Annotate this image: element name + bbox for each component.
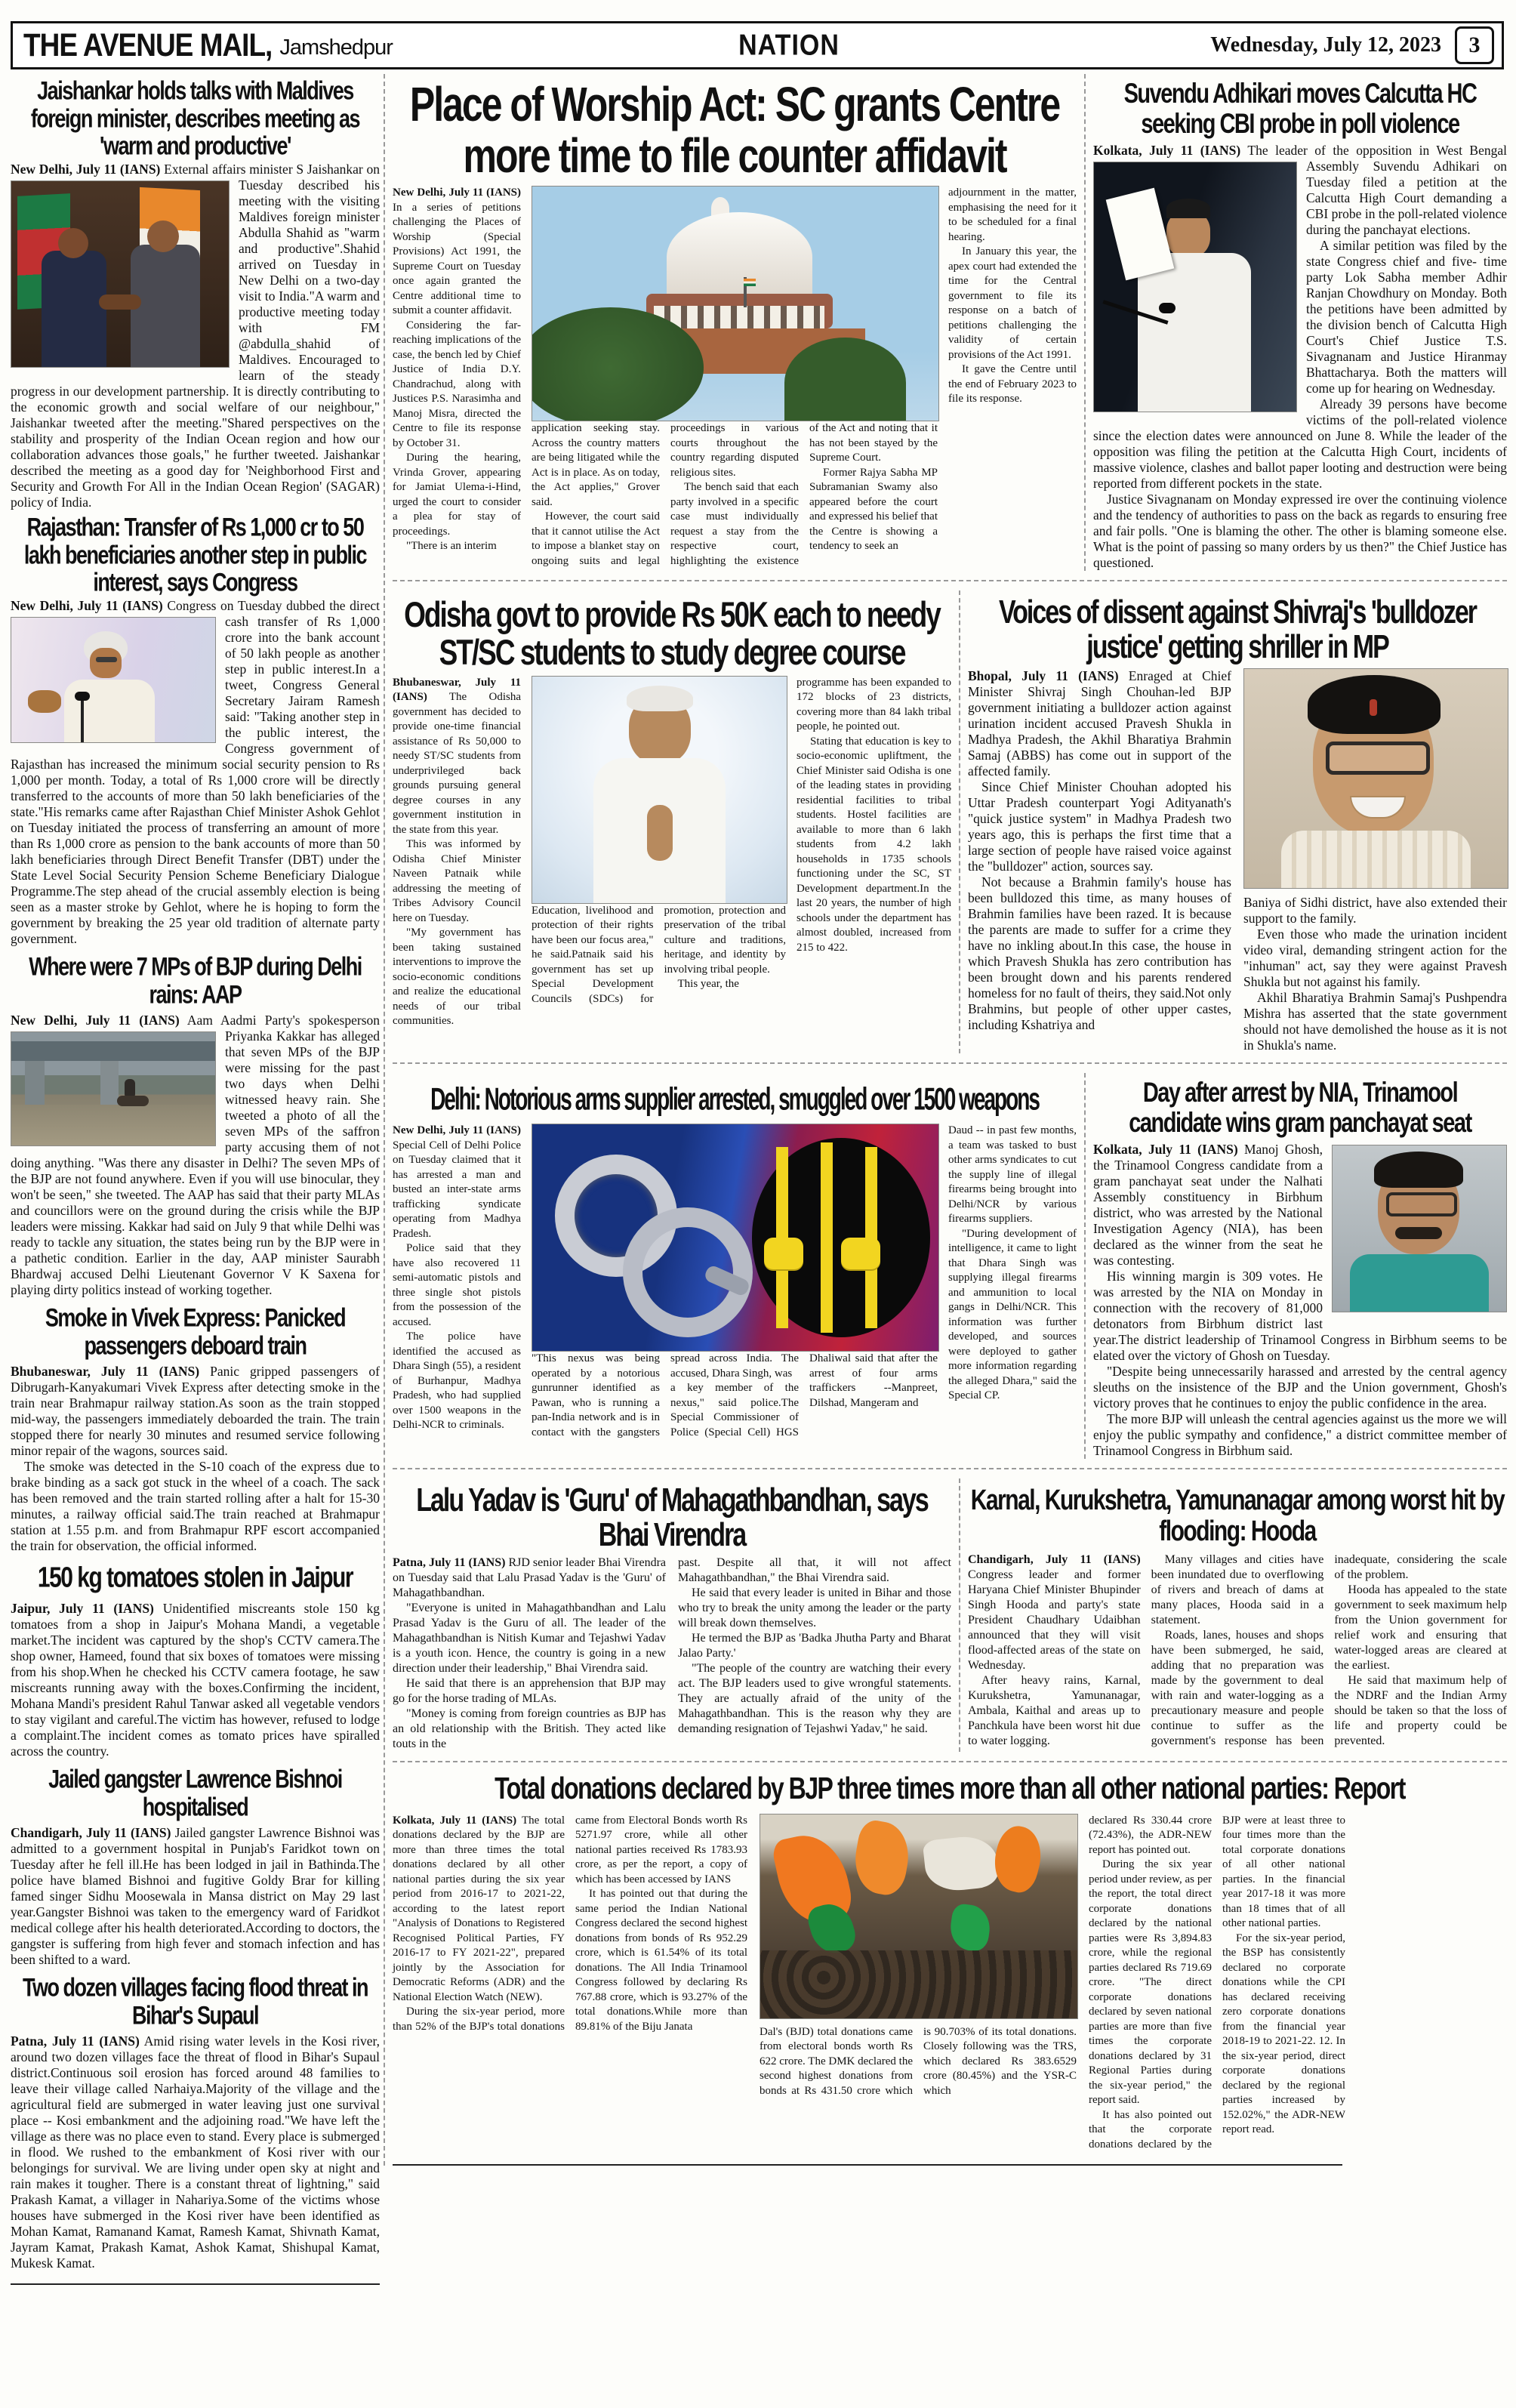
- dateline: New Delhi, July 11 (IANS): [393, 187, 521, 199]
- band-four: [393, 1478, 1507, 1752]
- paragraph: In January this year, the apex court had extended the time for the Central government to file its response on a batch of petitions challenging the validity of certain provisions of the Act 1991.: [948, 245, 1077, 361]
- odisha-col1: Bhubaneswar, July 11 (IANS) The Odisha government has decided to provide one-time financial assistance of Rs 50,000 to needy ST/SC students from underprivileged back grounds pursuing general degree courses in any government institution in the state from this year. This was informed by Odisha Chief Minister Naveen Patnaik while addressing the meeting of Tribes Advisory Council here on Tuesday. "My government has been taking sustained interventions to improve the socio-economic conditions and realize the educational needs of our tribal communities.: [393, 676, 521, 1029]
- body-vivek-p1: Bhubaneswar, July 11 (IANS) Panic gripped passengers of Dibrugarh-Kanyakumari Vivek Express after detecting smoke in the train near Brahmapur railway station.As soon as the train stopped mid-way, the passengers immediately deboarded the train. The train stopped there for nearly 30 minutes and resumed service following minor repair of the wagons, sources said.: [11, 1364, 380, 1459]
- article-seven-mps: [11, 951, 381, 1298]
- column-separator: [959, 1478, 960, 1752]
- body-suvendu-p3: Already 39 persons have become victims of the poll-related violence since the election dates were announced on June 8. While the leader of the opposition was filing the petition at the Calcutta High Court, incidents of massive violence, clashes and ballot paper looting and destruction were being reported from different pockets in the state.: [1093, 396, 1507, 492]
- green-flag-shape: [805, 1899, 859, 1959]
- motorbike-shape: [117, 1096, 149, 1106]
- jairam-ramesh-press-photo: [11, 617, 216, 743]
- paragraph: Since Chief Minister Chouhan adopted his Uttar Pradesh counterpart Yogi Adityanath's "quick justice system" in Madhya Pradesh two years ago, this is perhaps the first time that a large section of people have raised voice against the "bulldozer" action, sources say.: [968, 779, 1231, 874]
- manoj-ghosh-photo: [1332, 1145, 1507, 1312]
- moustache-shape: [1395, 1227, 1442, 1239]
- paragraph: Even those who made the urination incident video viral, demanding stringent action for the "inhuman" act, say they were against Pravesh Shukla but not against his family.: [1243, 926, 1507, 989]
- paragraph: The bench said that each party involved in a specific case must individually request a stay from the respective court, highlighting the existence of the Act and noting that it has not been stayed by the Supreme Court.: [670, 422, 938, 567]
- column-separator: [1084, 1073, 1086, 1459]
- white-shirt-shape: [1138, 253, 1251, 412]
- headline-odisha: Odisha govt to provide Rs 50K each to needy ST/SC students to study degree course: [404, 595, 940, 673]
- body-vivek-p2: The smoke was detected in the S-10 coach of the express due to brake binding as a sack got stuck in the wheel of a coach. The sack has been removed and the train started rolling after a halt for 15-30 minutes, a railway official said.The train reached at Brahmapur station at 1.55 p.m. and from Brahmapur RPF escort accompanied the train for observation, the official informed.: [11, 1459, 380, 1554]
- band-three: [393, 1073, 1507, 1459]
- dateline: Bhopal, July 11 (IANS): [968, 668, 1119, 683]
- odisha-col3: [797, 676, 951, 1029]
- supreme-court-photo: [532, 186, 939, 421]
- sc-col1: New Delhi, July 11 (IANS) In a series of petitions challenging the Places of Worship (Special Provisions) Act 1991, the Supreme Court on Tuesday once again granted the Centre additional time to submit a counter affidavit. Considering the far-reaching implications of the case, the bench led by Chief Justice of India D.Y. Chandrachud, along with Justices P.S. Narasimha and Manoj Misra, directed the Centre to file its response by October 31. During the hearing, Vrinda Grover, appearing for Jamiat Ulema-i-Hind, urged the court to consider a plea for stay of proceedings. "There is an interim: [393, 186, 521, 569]
- section-title: NATION: [738, 28, 840, 62]
- paragraph: During the six-year period, more than 52% of the BJP's total donations came from Electoral Bonds worth Rs 5271.97 crore, while all other national parties received Rs 1783.93 crore, as per the report, a copy of which has been accessed by IANS: [393, 1814, 747, 2033]
- body-tomatoes: Jaipur, July 11 (IANS) Unidentified miscreants stole 150 kg tomatoes from a shop in Jaipur's Mohana Mandi, a vegetable market.The incident was captured by the shop's CCTV camera.The shop owner, Hameed, found that six boxes of tomatoes were missing from his shop.When he checked his CCTV camera footage, he saw miscreants running away with the boxes.Confirming the incident, Mohana Mandi's president Rahul Tanwar asked all vegetable vendors to stay vigilant and careful.The victim has however, refused to lodge a complaint.The incident comes as tomato prices have spiralled across the country.: [11, 1600, 381, 1759]
- dateline: Bhubaneswar, July 11 (IANS): [393, 676, 521, 704]
- paragraph: The police have identified the accused as Dhara Singh (55), a resident of Burhanpur, Madhya Pradesh, who had supplied over 1500 weapons in the Delhi-NCR to criminals.: [393, 1330, 521, 1432]
- band-top: [393, 74, 1507, 571]
- lalu-body: [393, 1555, 951, 1752]
- crowd-shape: [760, 1950, 1077, 2018]
- figure-right-head: [147, 220, 179, 252]
- body-bishnoi: Chandigarh, July 11 (IANS) Jailed gangster Lawrence Bishnoi was admitted to a government hospital in Punjab's Faridkot town on Tuesday after he fell ill.He has been lodged in jail in Bathinda.The police have blamed Bishnoi and fugitive Goldy Brar for killing famed singer Sidhu Moosewala in Mansa district on May 29 last year.Gangster Bishnoi was taken to the emergency ward of Faridkot medical college after his health deteriorated.According to doctors, the gangster is suffering from high fever and stomach infection and has been shifted to a ward.: [11, 1825, 380, 1968]
- article-voices: [968, 590, 1507, 1053]
- bridge-pillar-shape: [25, 1061, 45, 1108]
- headline-nia: Day after arrest by NIA, Trinamool candidate wins gram panchayat seat: [1129, 1077, 1471, 1138]
- band-two: [393, 590, 1507, 1053]
- left-column-end-rule: [11, 2283, 380, 2285]
- lalu-col2: [678, 1555, 951, 1752]
- dateline: New Delhi, July 11 (IANS): [11, 161, 161, 177]
- paragraph: Considering the far-reaching implications of the case, the bench led by Chief Justice of India D.Y. Chandrachud, along with Justices P.S. Narasimha and Manoj Misra, directed the Centre to file its response by October 31.: [393, 319, 521, 449]
- paragraph: Not because a Brahmin family's house has been bulldozed this time, as many houses of Brahmin families have been razed. It is because the parents are made to suffer for a crime they have no inkling about.In this case, the house in which Pravesh Shukla has zero contribution has been brought down and his parents rendered homeless for no fault of theirs, they said.Not only Brahmins, but people of other upper castes, including Kshatriya and: [968, 874, 1231, 1032]
- paper-city: Jamshedpur: [279, 35, 393, 60]
- article-suvendu: [1093, 74, 1507, 571]
- microphone-stand-shape: [81, 699, 84, 742]
- hooda-body: Chandigarh, July 11 (IANS) Congress leader and former Haryana Chief Minister Bhupinder Singh Hooda and party's state President Chaudhary Udaibhan announced that they will visit flood-affected areas of the state on Wednesday. After heavy rains, Karnal, Kurukshetra, Yamunanagar, Ambala, Kaithal and areas up to Panchkula have been worst hit due to water logging. Many villages and cities have been inundated due to overflowing of rivers and breach of dams at many places, Hooda said in a statement. Roads, lanes, houses and shops have been submerged, he said, adding that no preparation was made by the government to deal with rain and water-logging as a precautionary measure and people continue to suffer as the government's response has been inadequate, considering the scale of the problem. Hooda has appealed to the state government to seek maximum help from the Union government for relief work and ensuring that water-logged areas are cleared at the earliest. He said that maximum help of the NDRF and the Indian Army should be taken so that the loss of life and property could be prevented.: [968, 1552, 1507, 1747]
- kurta-shape: [1281, 831, 1471, 888]
- paragraph: "Everyone is united in Mahagathbandhan and Lalu Prasad Yadav is the Guru of all. The leader of the Mahagathbandhan is Nitish Kumar and Tejashwi Yadav is a youth icon. Hence, the country is going in a new direction under their leadership," Bhai Virendra said.: [393, 1602, 666, 1676]
- body-jaishankar: New Delhi, July 11 (IANS) External affairs minister S Jaishankar on Tuesday described his meeting with the visiting Maldives foreign minister Abdulla Shahid as "warm and productive".Shahid arrived on Tuesday in New Delhi on a two-day visit to India."A warm and productive meeting today with FM @abdulla_shahid of Maldives. Encouraged to learn of the steady progress in our development partnership. It is directly contributing to the economic growth and social welfare of our neighbour," Jaishankar tweeted after the meeting."Shared perspectives on the stability and prosperity of the Indian Ocean region and how our collaboration advances those goals," he further tweeted. Jaishankar described the meeting as a good day for 'Neighborhood First and Security and Growth For All in the Indian Ocean Region' (SAGAR) policy of India.: [11, 161, 380, 510]
- folded-hands-shape: [647, 805, 673, 861]
- donations-mid: [760, 1814, 1077, 2153]
- dome-shape: [667, 212, 813, 303]
- paragraph: Stating that education is key to socio-economic upliftment, the Chief Minister said Odisha is one of the leading states in providing residential facilities to tribal students. Hostel facilities are available to more than 6 lakh students from 4.2 lakh households in 1735 schools functioning under the SC, ST Development department.In the last 20 years, the number of high schools under the department has almost doubled, increased from 215 to 422.: [797, 735, 951, 954]
- sc-col5: [948, 186, 1077, 569]
- donations-left-columns: Kolkata, July 11 (IANS) The total donations declared by the BJP are more than three times the total donations declared by all other national parties during the six year period from 2016-17 to 2021-22, according to the latest report "Analysis of Donations to Registered Recognised Political Parties, FY 2016-17 to FY 2021-22", prepared jointly by the Association for Democratic Reforms (ADR) and the National Election Watch (NEW). During the six-year period, more than 52% of the BJP's total donations came from Electoral Bonds worth Rs 5271.97 crore, while all other national parties received Rs 1783.93 crore, as per the report, a copy of which has been accessed by IANS It has pointed out that during the same period the Indian National Congress declared the second highest donations from bonds of Rs 952.29 crore, which is 61.54% of its total donations. The All India Trinamool Congress followed by declaring Rs 767.88 crore, which is 93.27% of the total donations.While more than 89.81% of the Biju Janata: [393, 1814, 747, 2153]
- headline-seven-mps: Where were 7 MPs of BJP during Delhi rains: AAP: [29, 951, 362, 1009]
- arms-mid-columns: [532, 1352, 938, 1440]
- colonnade-shape: [654, 306, 824, 328]
- gripping-fist-shape: [841, 1238, 880, 1269]
- sc-mid: [532, 186, 938, 569]
- voices-body: [968, 668, 1507, 1053]
- white-hair-shape: [627, 686, 693, 711]
- arms-col1: New Delhi, July 11 (IANS) Special Cell of Delhi Police on Tuesday claimed that it has arrested a man and busted an inter-state arms trafficking syndicate operating from Madhya Pradesh. Police said that they have also recovered 11 semi-automatic pistols and three single shot pistols from the possession of the accused. The police have identified the accused as Dhara Singh (55), a resident of Burhanpur, Madhya Pradesh, who had supplied over 1500 weapons in the Delhi-NCR to criminals.: [393, 1124, 521, 1440]
- dateline: Kolkata, July 11 (IANS): [1093, 143, 1241, 159]
- odisha-mid-columns: [532, 904, 786, 1007]
- donations-mid-columns: [760, 2025, 1077, 2099]
- handshake-shape: [99, 294, 141, 310]
- paragraph: However, the court said that it cannot utilise the Act to impose a blanket stay on ongoing suits and legal proceedings in various courts throughout the country regarding disputed religious sites.: [532, 422, 799, 567]
- paragraph: programme has been expanded to 172 blocks of 23 districts, covering more than 84 lakh tribal people, he pointed out.: [797, 676, 951, 733]
- article-nia: [1093, 1073, 1507, 1459]
- microphone-shape: [75, 692, 90, 701]
- dateline: New Delhi, July 11 (IANS): [11, 597, 163, 613]
- donations-body: [393, 1814, 1507, 2153]
- article-odisha: [393, 590, 951, 1053]
- body-nia-p4: The more BJP will unleash the central agencies against us the more we will enjoy the public sympathy and confidence," a district committee member of Trinamool Congress in Birbhum said.: [1093, 1411, 1507, 1458]
- article-sc-act: [393, 74, 1077, 571]
- paragraph: "Money is coming from foreign countries as BJP has an old relationship with the British. They acted like touts in the: [393, 1707, 666, 1751]
- headline-arms: Delhi: Notorious arms supplier arrested, smuggled over 1500 weapons: [430, 1081, 1039, 1117]
- paragraph: It gave the Centre until the end of February 2023 to file its response.: [948, 363, 1077, 405]
- body-seven-mps: New Delhi, July 11 (IANS) Aam Aadmi Party's spokesperson Priyanka Kakkar has alleged that seven MPs of the BJP were missing for the past two days when Delhi witnessed heavy rain. She tweeted a photo of all the seven MPs of the saffron party accusing them of not doing anything. "Was there any disaster in Delhi? The seven MPs of the BJP are not found anywhere. Even if you will use binocular, they won't be seen," she tweeted. The AAP has said that their party MLAs and councillors were on the ground during the crisis while the BJP leaders were missing. Kakkar had said on July 9 that while Delhi was ready to tackle any situation, the states being run by the BJP were in a pathetic condition. Earlier in the day, AAP minister Saurabh Bhardwaj accused Delhi Lieutenant Governor V K Saxena for playing dirty politics instead of working together.: [11, 1012, 381, 1297]
- voices-col1: Bhopal, July 11 (IANS) Enraged at Chief Minister Shivraj Singh Chouhan-led BJP government initiating a bulldozer action against urination incident accused Pravesh Shukla in Madhya Pradesh, the Akhil Bharatiya Brahmin Samaj (ABBS) has come out in support of the affected family. Since Chief Minister Chouhan adopted his Uttar Pradesh counterpart Yogi Adityanath's "quick justice system" in Madhya Pradesh two years ago, this is perhaps the first time that a large section of people have raised voice against the "bulldozer" action, sources say. Not because a Brahmin family's house has been bulldozed this time, as many houses of Brahmin families have been razed. It is because the parents are made to suffer for a crime they have no inkling about.In this case, the house in which Pravesh Shukla has zero contribution has been brought down and his parents rendered homeless for no fault of theirs, they said.Not only Brahmins, but people of other upper castes, including Kshatriya and: [968, 668, 1232, 1032]
- white-banner-shape: [923, 1833, 1000, 1894]
- headline-donations: Total donations declared by BJP three times more than all other national parties: Report: [495, 1770, 1405, 1805]
- issue-date: Wednesday, July 12, 2023: [1210, 33, 1441, 57]
- paragraph: "This nexus was being operated by a notorious gunrunner identified as Pawan, who is running a pan-India network and is in contact with the gangsters spread across India. The accused, Dhara Singh, was: [532, 1352, 799, 1438]
- dateline: Bhubaneswar, July 11 (IANS): [11, 1364, 200, 1380]
- headline-vivek: Smoke in Vivek Express: Panicked passengers deboard train: [45, 1303, 346, 1360]
- dateline: Kolkata, July 11 (IANS): [1093, 1142, 1238, 1157]
- paragraph: "The people of the country are watching their every act. The BJP leaders used to give wrongful statements. They are actually afraid of the unity of the Mahagathbandhan. This is the reason why they are demanding resignation of Tejashwi Yadav," he said.: [678, 1662, 951, 1736]
- article-rajasthan: [11, 512, 381, 947]
- headline-voices: Voices of dissent against Shivraj's 'bulldozer justice' getting shriller in MP: [998, 594, 1477, 666]
- paragraph: declared Rs 330.44 crore (72.43%), the ADR-NEW report has pointed out.: [1089, 1814, 1212, 1856]
- paragraph: Baniya of Sidhi district, have also extended their support to the family.: [1243, 894, 1507, 926]
- bridge-pillar-shape: [100, 1061, 119, 1105]
- paragraph: Daud -- in past few months, a team was tasked to bust other arms syndicates to cut the supply line of illegal firearms being brought into Delhi/NCR by various firearms suppliers.: [948, 1124, 1077, 1226]
- article-donations: [393, 1770, 1507, 2152]
- odisha-mid: [532, 676, 786, 1029]
- green-flag-shape: [948, 1903, 993, 1953]
- masthead-left: [13, 26, 507, 63]
- paragraph: "There is an interim: [406, 540, 497, 552]
- tree-shape: [784, 338, 906, 421]
- gesturing-hand-shape: [28, 690, 61, 713]
- article-lalu: [393, 1478, 951, 1752]
- headline-sc-act: Place of Worship Act: SC grants Centre more time to file counter affidavit: [409, 77, 1060, 183]
- paragraph: After heavy rains, Karnal, Kurukshetra, Yamunanagar, Ambala, Kaithal and areas up to Panchkula have been worst hit due to water logging.: [968, 1673, 1141, 1747]
- page-number: 3: [1455, 26, 1494, 64]
- paragraph: Many villages and cities have been inundated due to overflowing of rivers and breach of dams at many places, Hooda said in a statement.: [1151, 1552, 1324, 1626]
- masthead-right: [1071, 26, 1502, 64]
- shivraj-chouhan-photo: [1243, 668, 1508, 889]
- headline-rajasthan: Rajasthan: Transfer of Rs 1,000 cr to 50 lakh beneficiaries another step in public interest, says Congress: [23, 512, 367, 597]
- dateline: New Delhi, July 11 (IANS): [393, 1124, 521, 1137]
- dateline: Chandigarh, July 11 (IANS): [968, 1552, 1141, 1566]
- spectacles-shape: [1386, 1192, 1457, 1216]
- paragraph: adjournment in the matter, emphasising the need for it to be scheduled for a final hearing.: [948, 187, 1077, 243]
- band-separator: [393, 1761, 1507, 1762]
- paragraph: Roads, lanes, houses and shops have been submerged, he said, adding that no preparation was made by the government to deal with rain and water-logging as a precautionary measure and people continue to suffer as the government's response has been inadequate, considering the scale of the problem.: [1151, 1552, 1507, 1747]
- paragraph: Police said that they have also recovered 11 semi-automatic pistols and three single shot pistols from the possession of the accused.: [393, 1242, 521, 1328]
- headline-bishnoi: Jailed gangster Lawrence Bishnoi hospitalised: [48, 1764, 342, 1821]
- headline-supaul: Two dozen villages facing flood threat in Bihar's Supaul: [22, 1972, 368, 2030]
- body-supaul: Patna, July 11 (IANS) Amid rising water levels in the Kosi river, around two dozen villages face the threat of flood in Bihar's Supaul district.Continuous soil erosion has forced around 48 families to leave their village called Narhaiya.Majority of the village and the agricultural field are submerged in water leaving just one survival place -- Kosi embankment and the adjoining road."We have left the village as there was no place even to stand. Every place is submerged in flood. We rushed to the embankment of Kosi river with our belongings for survival. We are living under open sky at night and rain makes it tougher. There is a constant threat of lightning," said Prakash Kamat, a villager in Nahariya.Some of the victims whose houses have submerged in the Kosi river have been identified as Mohan Kamat, Ramanand Kamat, Ramesh Kamat, Shivnath Kamat, Jayram Kamat, Prakash Kamat, Ashok Kamat, Shishupal Kamat, Mukesk Kamat.: [11, 2033, 380, 2271]
- dateline: Patna, July 11 (IANS): [11, 2033, 140, 2049]
- arms-last-col: [948, 1124, 1077, 1440]
- paragraph: He said that maximum help of the NDRF and the Indian Army should be taken so that the loss of life and property could be prevented.: [1334, 1673, 1507, 1747]
- handcuffs-graphic-photo: [532, 1124, 939, 1352]
- article-arms: [393, 1073, 1077, 1459]
- figure-left-suit: [42, 251, 106, 367]
- flood-water-shape: [11, 1105, 215, 1145]
- hair-shape: [1166, 199, 1210, 218]
- paragraph: He said that there is an apprehension that BJP may go for the horse trading of MLAs.: [393, 1677, 666, 1706]
- paragraph: "During development of intelligence, it came to light that Dhara Singh was supplying illegal firearms and ammunition to local gangs in Delhi/NCR. This information was further developed, and sources were deployed to gather more information regarding the alleged Dhara," said the Special CP.: [948, 1227, 1077, 1402]
- body-suvendu-p4: Justice Sivagnanam on Monday expressed ire over the continuing violence and the tendency of authorities to pass on the back as regards to ensuring free and fair polls. "One is blaming the other. The other is blaming someone else. What is the point of passing so many orders by us then?" the Chief Justice has questioned.: [1093, 492, 1507, 571]
- paragraph: It has also pointed out that the corporate donations declared by the BJP were at least three to four times more than the total corporate donations of all other national parties. In the financial year 2017-18 it was more than 18 times that of all other national parties.: [1089, 1814, 1345, 2151]
- naveen-patnaik-photo: [532, 676, 787, 904]
- paragraph: Hooda has appealed to the state government to seek maximum help from the Union government for relief work and ensuring that water-logged areas are cleared at the earliest.: [1334, 1583, 1507, 1672]
- paper-name: THE AVENUE MAIL,: [23, 26, 273, 63]
- flyover-deck-shape: [11, 1041, 215, 1061]
- paragraph: It has pointed out that during the same period the Indian National Congress declared the second highest donations from bonds of Rs 952.29 crore, which is 61.54% of its total donations. The All India Trinamool Congress followed by declaring Rs 767.88 crore, which is 93.27% of the total donations.While more than 89.81% of the Biju Janata: [575, 1888, 747, 2033]
- paragraph: Former Rajya Sabha MP Subramanian Swamy also appeared before the court and expressed his belief that the Centre is showing a tendency to seek an: [809, 466, 938, 552]
- india-flag-small-shape: [744, 279, 756, 286]
- lalu-col1: Patna, July 11 (IANS) RJD senior leader Bhai Virendra on Tuesday said that Lalu Prasad Yadav is the 'Guru' of Mahagathbandhan. "Everyone is united in Mahagathbandhan and Lalu Prasad Yadav is the Guru of all. The leader of the Mahagathbandhan is Nitish Kumar and Tejashwi Yadav is a youth icon. Hence, the country is going in a new direction under their leadership," Bhai Virendra said. He said that there is an apprehension that BJP may go for the horse trading of MLAs. "Money is coming from foreign countries as BJP has an old relationship with the British. They acted like touts in the: [393, 1556, 666, 1751]
- face-shape: [90, 648, 122, 678]
- headline-lalu: Lalu Yadav is 'Guru' of Mahagathbandhan, says Bhai Virendra: [416, 1481, 928, 1554]
- tilak-shape: [1370, 699, 1377, 716]
- jaishankar-handshake-photo: [11, 180, 230, 368]
- teal-shirt-shape: [1350, 1254, 1489, 1312]
- arms-mid: [532, 1124, 938, 1440]
- article-tomatoes: [11, 1562, 381, 1759]
- body-suvendu-p1: Kolkata, July 11 (IANS) The leader of the opposition in West Bengal Assembly Suvendu Adhikari on Tuesday filed a petition at the Calcutta High Court demanding a CBI probe in the poll-related violence during the panchayat elections.: [1093, 143, 1507, 238]
- body-suvendu-p2: A similar petition was filed by the state Congress chief and five- time party Lok Sabha member Adhir Ranjan Chowdhury on Monday. Both the petitions have been admitted by the division bench of Calcutta High Court's Chief Justice T.S. Sivagnanam and Justice Hiranmay Bhattacharya. Both the matters will come up for hearing on Wednesday.: [1306, 238, 1507, 396]
- petition-paper-shape: [1106, 188, 1175, 281]
- article-jaishankar: [11, 76, 380, 510]
- band-separator: [393, 1062, 1507, 1064]
- paragraph: past. Despite all that, it will not affect Mahagathbandhan," the Bhai Virendra said.: [678, 1556, 951, 1585]
- dateline: Patna, July 11 (IANS): [393, 1556, 506, 1570]
- article-vivek-express: [11, 1303, 380, 1554]
- paragraph: "My government has been taking sustained interventions to improve the socio-economic conditions and realize the educational needs of our tribal communities.: [393, 927, 521, 1028]
- saffron-flag-shape: [849, 1818, 914, 1898]
- sc-mid-columns: [532, 421, 938, 569]
- dateline: Kolkata, July 11 (IANS): [393, 1814, 517, 1827]
- handcuff-ring-shape: [623, 1207, 753, 1337]
- headline-hooda: Karnal, Kurukshetra, Yamunanagar among worst hit by flooding: Hooda: [970, 1484, 1505, 1547]
- paragraph: This year, the: [677, 978, 739, 991]
- sc-act-body: [393, 186, 1077, 569]
- band-separator: [393, 1468, 1507, 1469]
- masthead: [11, 21, 1504, 69]
- dateline: Chandigarh, July 11 (IANS): [11, 1825, 171, 1841]
- suvendu-adhikari-photo: [1093, 162, 1297, 412]
- headline-suvendu: Suvendu Adhikari moves Calcutta HC seeking CBI probe in poll violence: [1123, 79, 1477, 140]
- left-column: [11, 74, 380, 2285]
- saffron-flag-shape: [988, 1822, 1047, 1896]
- dateline: Jaipur, July 11 (IANS): [11, 1600, 154, 1616]
- odisha-body: [393, 676, 951, 1029]
- arms-body: [393, 1124, 1077, 1440]
- body-nia-p3: "Despite being unnecessarily harassed and arrested by the central agency sleuths on the insistence of the BJP and the Union government, Ghosh's victory proves that he continues to enjoy the public confidence in the area.: [1093, 1364, 1507, 1411]
- dateline: New Delhi, July 11 (IANS): [11, 1012, 180, 1028]
- figure-right-suit: [131, 245, 200, 367]
- kurta-shape: [64, 680, 155, 742]
- delhi-flood-photo: [11, 1031, 216, 1146]
- paragraph: a key member of the nexus," said police.The Special Commissioner of Police (Special Cell) HGS Dhaliwal said that after the arrest of four arms traffickers --Manpreet, Dilshad, Mangeram and: [670, 1352, 938, 1438]
- paragraph: During the hearing, Vrinda Grover, appearing for Jamiat Ulema-i-Hind, urged the court to consider a plea for stay of proceedings.: [393, 452, 521, 538]
- headline-tomatoes: 150 kg tomatoes stolen in Jaipur: [37, 1562, 353, 1594]
- paragraph: Akhil Bharatiya Brahmin Samaj's Pushpendra Mishra has asserted that the state government should not have demolished the house as it is not in Shukla's name.: [1243, 989, 1507, 1053]
- glasses-shape: [96, 657, 117, 662]
- body-nia-p2: His winning margin is 309 votes. He was arrested by the NIA on Monday in connection with the recovery of 81,000 detonators from Birbhum district last year.The district leadership of Trinamool Congress in Birbhum seems to be elated over the victory of Ghosh on Tuesday.: [1093, 1269, 1507, 1363]
- voices-col2: [1243, 668, 1507, 1053]
- paragraph: Education, livelihood and protection of their rights have been our focus area," he said.Patnaik said his government has set up Special Development Councils (SDCs) for promotion, protection and preservation of the tribal culture and traditions, heritage, and identity by involving tribal people.: [532, 904, 786, 1005]
- body-rajasthan: New Delhi, July 11 (IANS) Congress on Tuesday dubbed the direct cash transfer of Rs 1,000 crore into the bank account of 50 lakh people as another step in public interest.In a tweet, Congress General Secretary Jairam Ramesh said: "Taking another step in the public interest, the Congress government of Rajasthan has increased the minimum social security pension to Rs 1,000 per month. Today, a total of Rs 1,000 crore will be directly transferred to the accounts of more than 50 lakh beneficiaries of the state."His remarks came after Rajasthan Chief Minister Ashok Gehlot on Tuesday initiated the process of transferring an amount of more than Rs 1,000 crore as pension to the bank accounts of more than 50 lakh beneficiaries through Direct Benefit Transfer (DBT) under the State Level Social Security Pension Scheme Beneficiary Dialogue Programme.The step ahead of the crucial assembly election is being seen as a master stroke by Gehlot, where he is hoping to form the government by breaking the 25 year old tradition of alternate party government.: [11, 597, 381, 946]
- spectacles-shape: [1326, 742, 1430, 775]
- main-end-rule: [393, 2164, 1342, 2166]
- microphone-shape: [1159, 303, 1176, 313]
- band-separator: [393, 580, 1507, 581]
- paragraph: Dal's (BJD) total donations came from electoral bonds worth Rs 622 crore. The DMK declared the second highest donations from bonds at Rs 431.50 crore which is 90.703% of its total donations. Closely following was the TRS, which declared Rs 383.6529 crore (80.45%) and the YSR-C which: [760, 2025, 1077, 2097]
- main-area: [384, 74, 1507, 2166]
- figure-left-head: [58, 228, 88, 258]
- headline-jaishankar: Jaishankar holds talks with Maldives foreign minister, describes meeting as 'warm and productive': [30, 76, 360, 161]
- article-supaul: [11, 1972, 380, 2271]
- article-hooda: [968, 1478, 1507, 1752]
- donations-right-columns: [1089, 1814, 1345, 2153]
- paragraph: He said that every leader is united in Bihar and those who try to break the unity among the leader or the party will break down themselves.: [678, 1586, 951, 1630]
- jail-bar-shape: [821, 1142, 833, 1333]
- column-separator: [1084, 74, 1086, 571]
- gripping-fist-shape: [764, 1238, 803, 1269]
- paragraph: For the six-year period, the BSP has consistently declared no corporate donations while the CPI has declared receiving zero corporate donations from the financial year 2018-19 to 2021-22. 12. In the six-year period, direct corporate donations declared by the regional parties increased by 152.02%," the ADR-NEW report read.: [1222, 1932, 1345, 2136]
- paragraph: During the six year period under review, as per the report, the total direct corporate donations declared by the national parties were Rs 3,894.83 crore, while the regional parties declared Rs 719.69 crore. "The direct corporate donations declared by seven national parties are more than five times the corporate donations declared by 31 Regional Parties during the six-year period," the report said.: [1089, 1858, 1212, 2107]
- paragraph: He termed the BJP as 'Badka Jhutha Party and Bharat Jalao Party.': [678, 1632, 951, 1660]
- article-bishnoi: [11, 1764, 380, 1968]
- column-separator: [959, 590, 960, 1053]
- paragraph: application seeking stay. Across the country matters are being litigated while the Act is in place. As on today, the Act applies," Grover said.: [532, 422, 660, 508]
- paragraph: This was informed by Odisha Chief Minister Naveen Patnaik while addressing the meeting of Tribes Advisory Council here on Tuesday.: [393, 838, 521, 924]
- bjp-rally-flags-photo: [760, 1814, 1078, 2019]
- hair-shape: [1374, 1152, 1463, 1188]
- body-nia-p1: Kolkata, July 11 (IANS) Manoj Ghosh, the Trinamool Congress candidate from a gram panchayat seat under the Nalhati Assembly constituency in Birbhum district, who was arrested by the National Investigation Agency (NIA), has been declared as the winner from the seat he was contesting.: [1093, 1142, 1507, 1269]
